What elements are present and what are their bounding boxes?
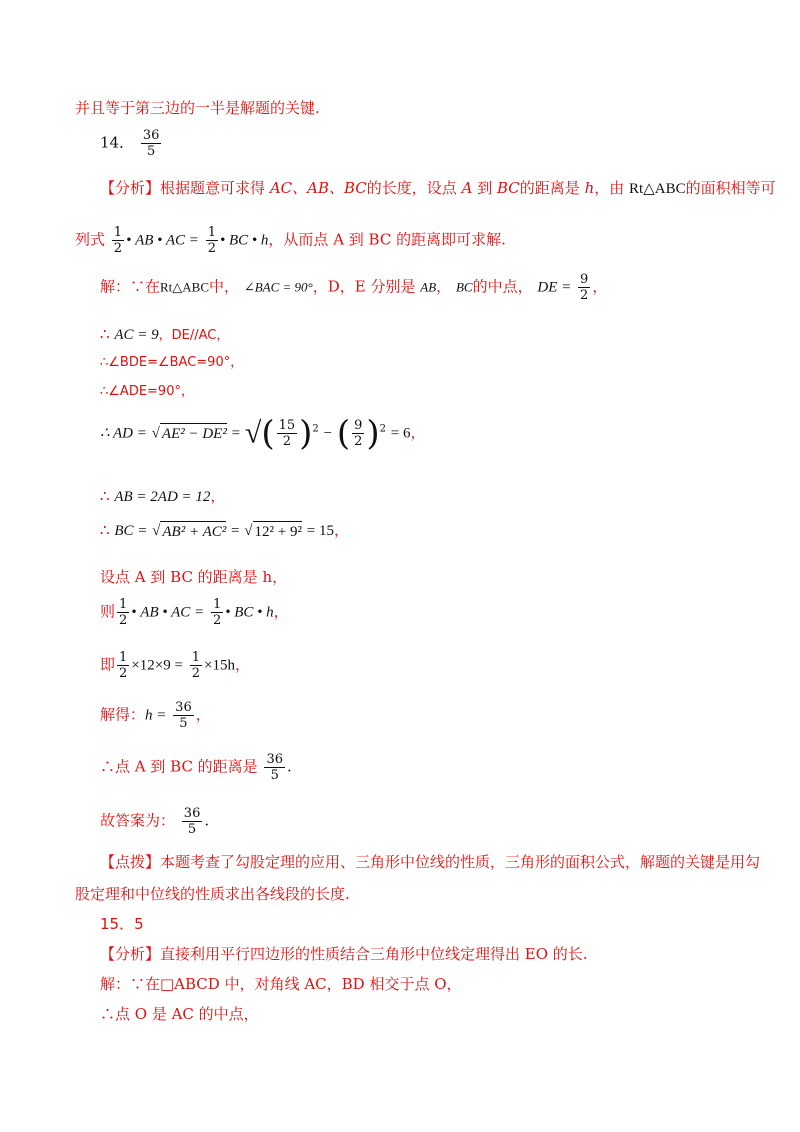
continued-text: 并且等于第三边的一半是解题的关键. (75, 99, 320, 117)
q14-solution-line2: ∴ AC = 9，DE//AC， (100, 325, 230, 343)
q14-answer-fraction: $\frac{36}{5}$ (142, 128, 160, 159)
q14-solution-line8: 设点 A 到 BC 的距离是 h， (100, 568, 288, 586)
sqrt-sign: √ (151, 425, 160, 442)
q15-label: 15．5 (100, 915, 144, 933)
half-fraction: $\frac{1}{2}$ (113, 225, 123, 256)
analysis-tag: 【分析】 (100, 945, 161, 963)
q14-solution-line7: ∴ BC = √ AB² + AC² = √ 12² + 9² = 15， (100, 521, 349, 540)
q14-tip-line1: 【点拨】本题考查了勾股定理的应用、三角形中位线的性质，三角形的面积公式，解题的关键是用勾 (100, 853, 761, 871)
q15-solution-line2: ∴点 O 是 AC 的中点， (100, 1005, 259, 1023)
q14-solution-line3: ∴∠BDE=∠BAC=90°， (100, 355, 244, 370)
q14-analysis-line1: 【分析】根据题意可求得 AC、AB、BC的长度，设点 A 到 BC的距离是 h，由 Rt△ABC的面积相等可 (100, 179, 776, 197)
half-fraction: $\frac{1}{2}$ (207, 225, 216, 256)
analysis-tag: 【分析】 (100, 179, 161, 197)
q14-solution-line4: ∴∠ADE=90°， (100, 384, 194, 399)
q14-final-answer: 故答案为： $\frac{36}{5}$ . (100, 806, 210, 837)
tip-tag: 【点拨】 (100, 853, 161, 871)
q15-solution-line1: 解：∵在□ABCD 中，对角线 AC，BD 相交于点 O， (100, 975, 462, 993)
q14-analysis-line2: 列式 $\frac{1}{2}$ • AB • AC = $\frac{1}{2}$ • BC • h，从而点 A 到 BC 的距离即可求解. (75, 225, 506, 256)
q14-solution-line5: ∴ AD = √ AE² − DE² = √( $\frac{15}{2}$ )$^2$ − ( $\frac{9}{2}$ )$^2$ = 6， (100, 413, 426, 454)
q14-label: 14． (100, 133, 135, 152)
q15-analysis: 【分析】直接利用平行四边形的性质结合三角形中位线定理得出 EO 的长. (100, 945, 588, 963)
q14-solution-line10: 即 $\frac{1}{2}$ ×12×9 = $\frac{1}{2}$ ×15h， (100, 650, 250, 681)
q14-tip-line2: 股定理和中位线的性质求出各线段的长度. (75, 885, 350, 903)
q14-solution-line1: 解：∵在Rt△ABC中， ∠BAC = 90°，D，E 分别是 AB， BC的中点， DE = $\frac{9}{2}$ ， (100, 272, 608, 303)
q14-answer-line (100, 128, 163, 162)
sqrt-sign: √ (244, 416, 262, 450)
q14-solution-line9: 则 $\frac{1}{2}$ • AB • AC = $\frac{1}{2}$ • BC • h， (100, 597, 289, 628)
q14-solution-line6: ∴ AB = 2AD = 12， (100, 487, 226, 505)
nine-halves-fraction: $\frac{9}{2}$ (580, 272, 589, 303)
q14-solution-line11: 解得：h = $\frac{36}{5}$ ， (100, 700, 211, 731)
q14-solution-line12: ∴点 A 到 BC 的距离是 $\frac{36}{5}$ . (100, 752, 292, 783)
